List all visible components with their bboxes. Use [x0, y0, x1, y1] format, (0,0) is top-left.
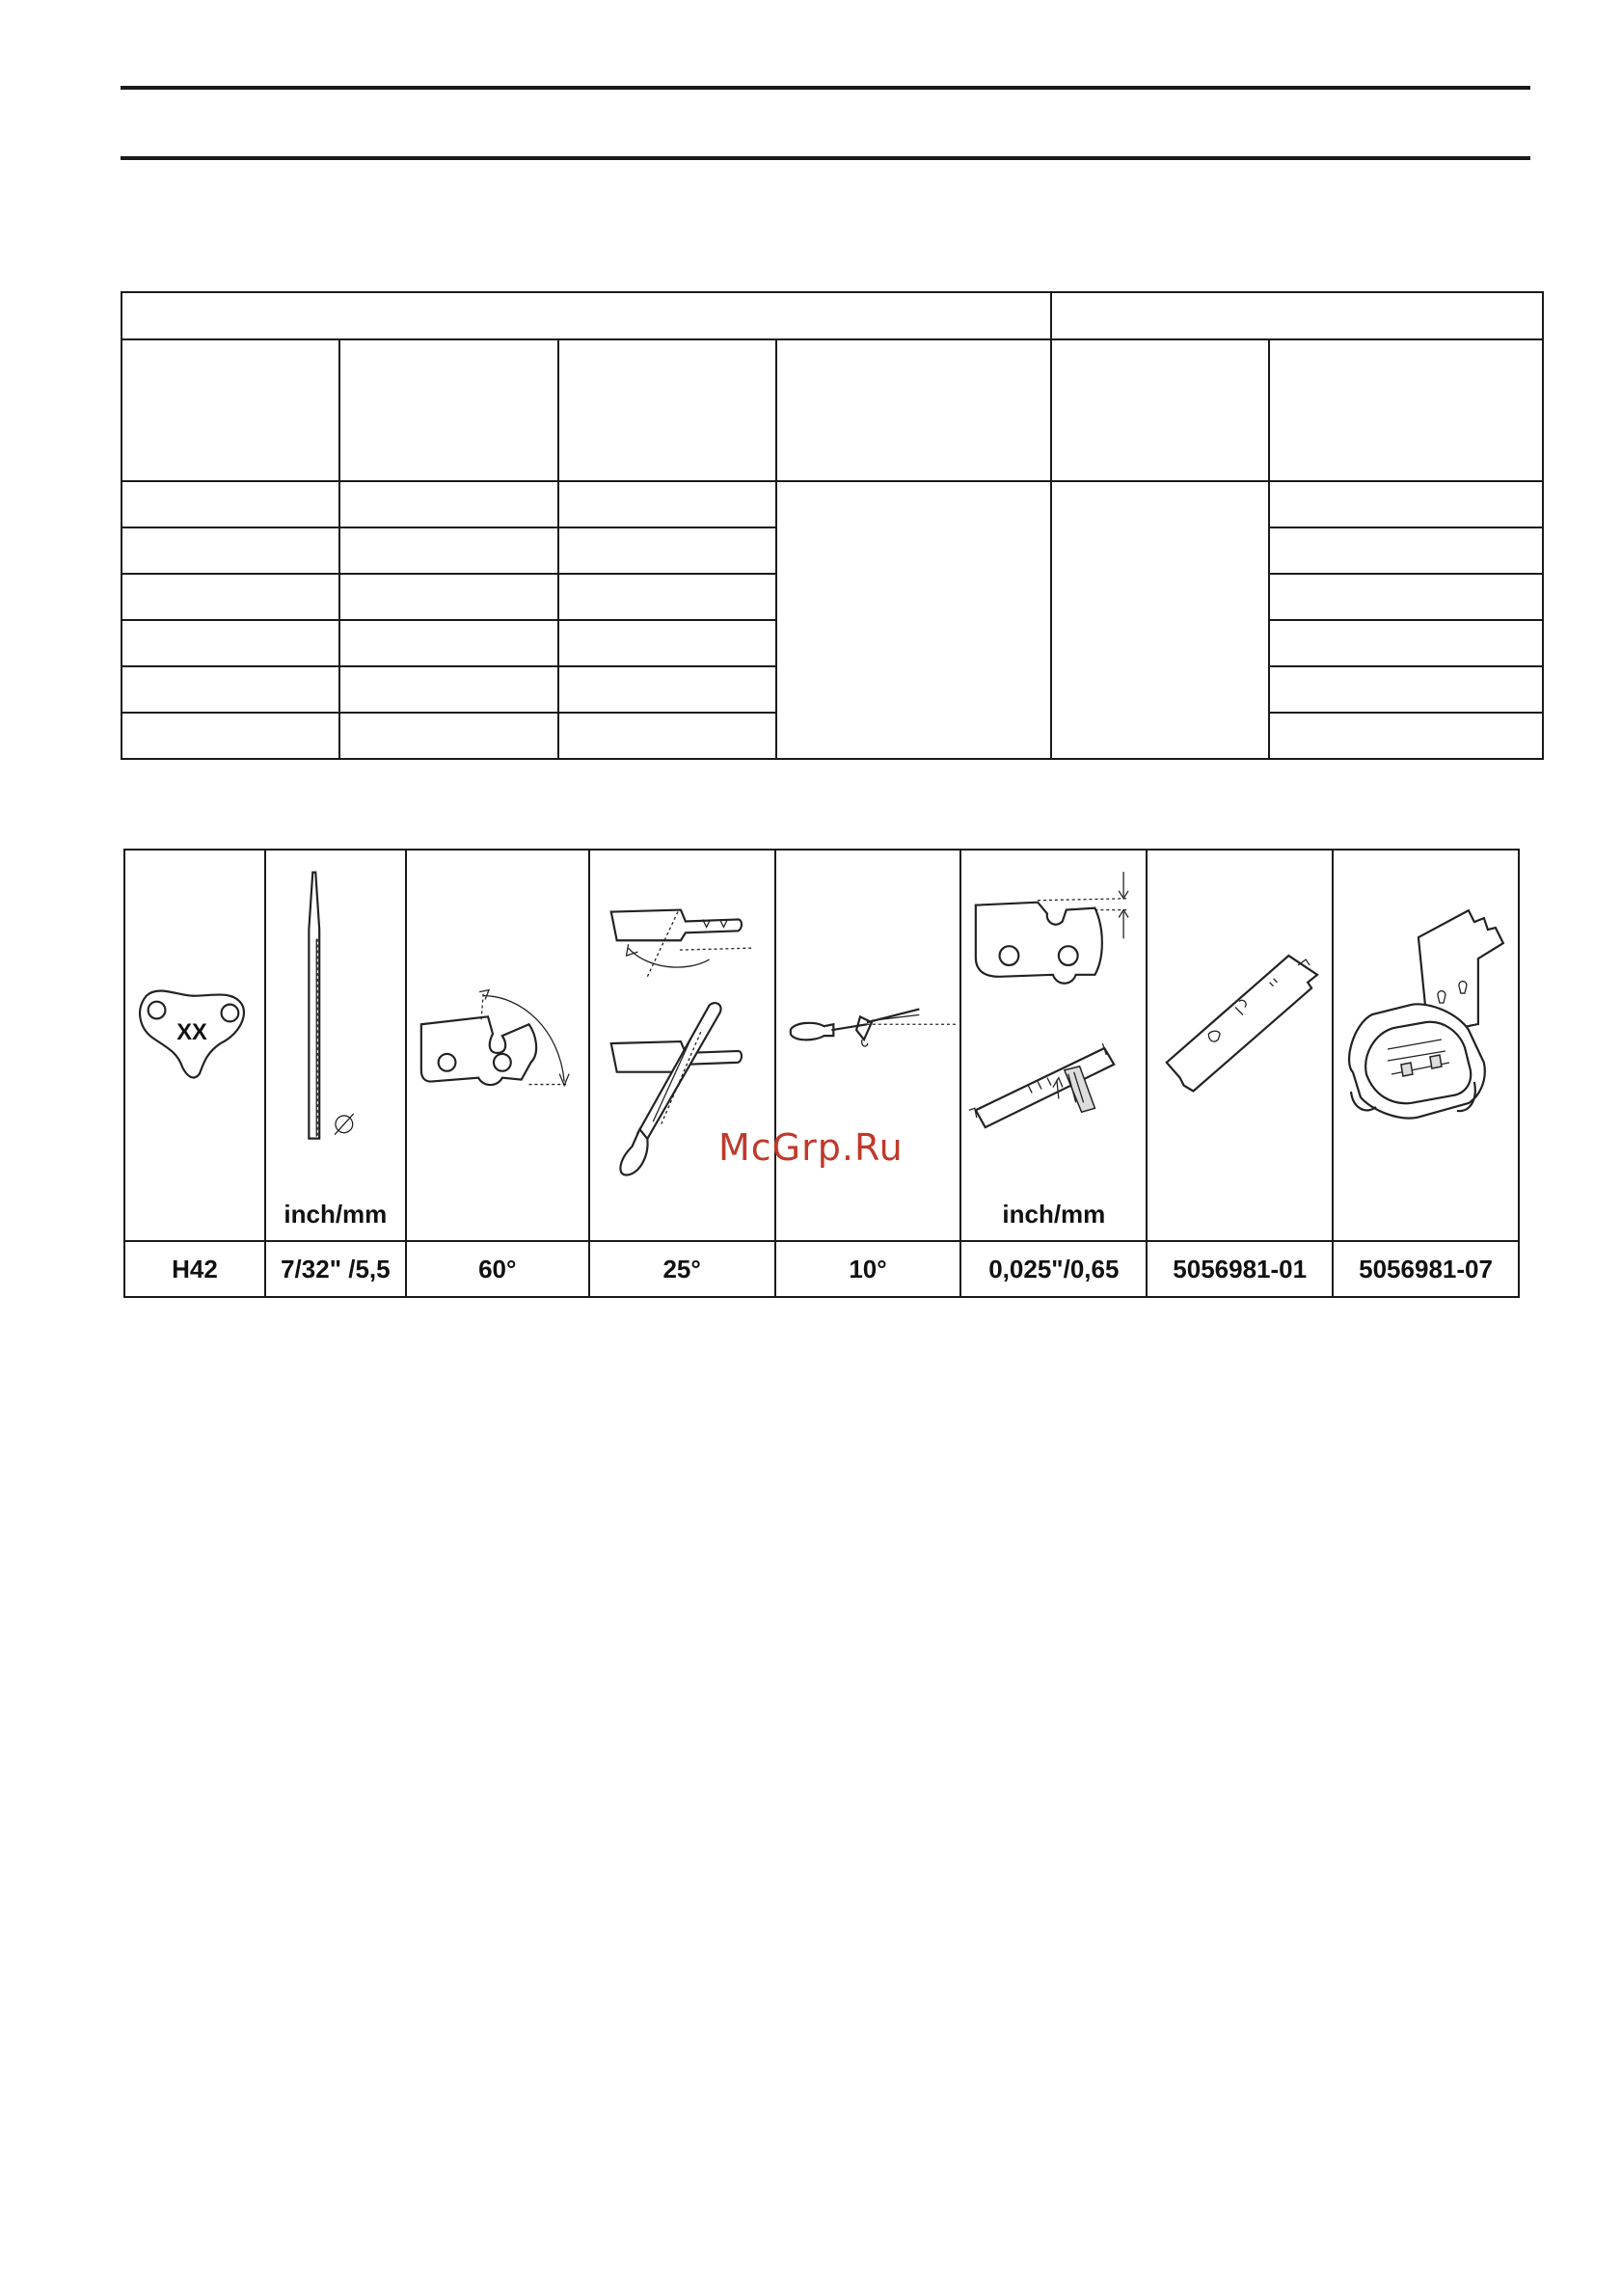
spec-row-rule [122, 619, 777, 621]
spec-row-rule [1268, 665, 1542, 667]
round-file-icon [266, 851, 405, 1242]
spec-subheader-rule [122, 480, 1542, 482]
spec-col-divider [775, 338, 777, 758]
spec-row-rule [122, 665, 777, 667]
tool-unit: inch/mm [1002, 1200, 1106, 1229]
cutter-angle-60-icon [407, 851, 588, 1242]
tool-value-top-plate-angle: 60° [407, 1240, 588, 1298]
drive-link-mark: XX [176, 1020, 207, 1046]
tool-unit: inch/mm [284, 1200, 388, 1229]
tool-col-chain-id [125, 851, 266, 1296]
specification-table [121, 291, 1544, 760]
file-gauge-icon [1334, 851, 1518, 1242]
spec-row-rule [122, 712, 777, 714]
spec-row-rule [122, 527, 777, 528]
spec-header-rule [122, 338, 1542, 340]
tool-col-top-plate-angle [407, 851, 590, 1296]
spec-col-divider [557, 338, 559, 758]
tool-value-file-diameter: 7/32" /5,5 [266, 1240, 405, 1298]
tool-value-filing-angle: 25° [590, 1240, 774, 1298]
tool-col-filing-angle [590, 851, 776, 1296]
tool-col-file-gauge [1334, 851, 1518, 1296]
watermark: McGrp.Ru [718, 1126, 904, 1169]
tool-value-file-tilt: 10° [776, 1240, 960, 1298]
file-holder-tilt-icon [776, 851, 960, 1242]
spec-row-rule [1268, 527, 1542, 528]
spec-col-divider [1268, 338, 1270, 758]
tool-col-file-tilt [776, 851, 962, 1296]
spec-group-divider [1050, 293, 1052, 758]
depth-gauge-setting-icon [961, 851, 1146, 1242]
header-rule-top [121, 86, 1530, 90]
tool-value-file-gauge: 5056981-07 [1334, 1240, 1518, 1298]
spec-row-rule [1268, 619, 1542, 621]
cutter-filing-angle-icon [590, 851, 774, 1242]
tool-value-chain-id: H42 [125, 1240, 264, 1298]
spec-row-rule [1268, 712, 1542, 714]
tool-col-depth-gauge [961, 851, 1148, 1296]
filing-equipment-table [123, 849, 1520, 1298]
depth-gauge-tool-icon [1148, 851, 1332, 1242]
tool-col-file-diameter [266, 851, 407, 1296]
spec-col-divider [338, 338, 340, 758]
drive-link-xx-icon [125, 851, 264, 1242]
spec-row-rule [1268, 573, 1542, 575]
tool-col-depth-gauge-tool [1148, 851, 1334, 1296]
tool-value-depth-gauge-tool: 5056981-01 [1148, 1240, 1332, 1298]
tool-value-depth-gauge: 0,025"/0,65 [961, 1240, 1146, 1298]
spec-row-rule [122, 573, 777, 575]
header-rule-bottom [121, 156, 1530, 160]
